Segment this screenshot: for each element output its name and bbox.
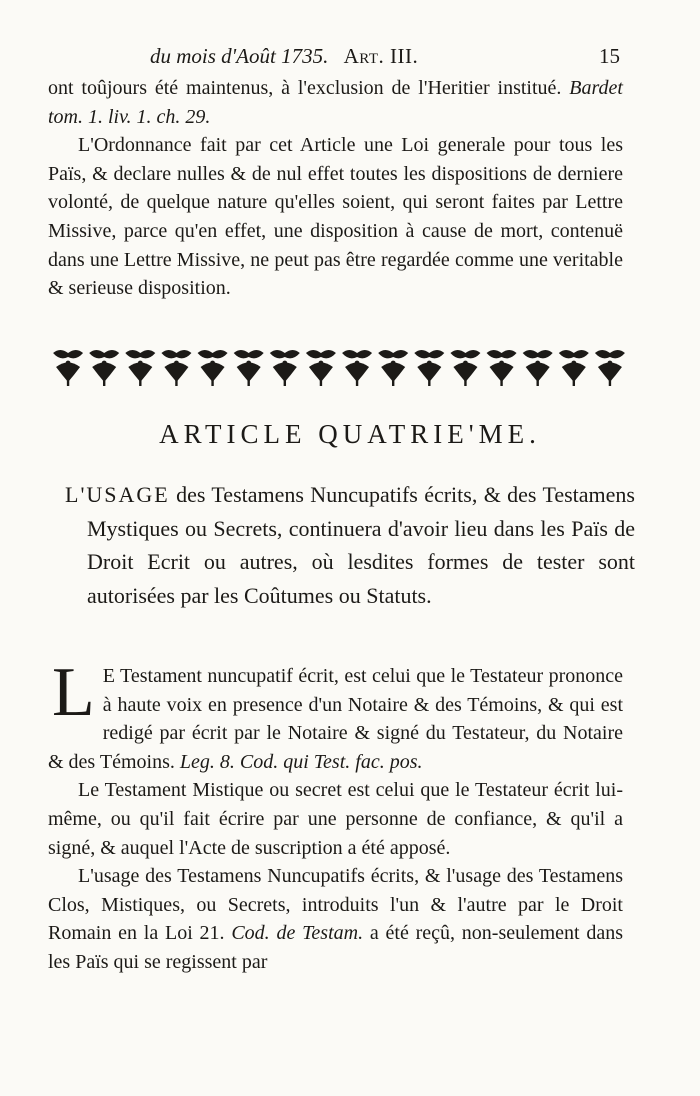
continuation-text: ont toûjours été maintenus, à l'exclusion de l'Heritier institué. (48, 77, 562, 99)
citation-bardet: Bardet tom. 1. liv. 1. ch. 29. (48, 77, 623, 128)
fleuron-ornament (270, 350, 300, 386)
commentary (48, 654, 623, 977)
fleuron-ornament (198, 350, 228, 386)
fleuron-ornament (378, 350, 408, 386)
drop-cap: L (52, 654, 95, 731)
fleuron-ornament (559, 350, 589, 386)
top-text (48, 74, 623, 303)
citation-leg8: Leg. 8. Cod. qui Test. fac. pos. (179, 750, 423, 773)
commentary-text-3b: a été reçû, non-seulement dans les Païs qui se regissent par (48, 922, 623, 973)
statute-lead: L'USAGE (65, 482, 170, 507)
fleuron-ornament (125, 350, 155, 386)
running-head (150, 44, 630, 69)
running-head-article: Art. III. (343, 44, 419, 68)
running-head-title: du mois d'Août 1735. (150, 44, 329, 68)
citation-cod-testam: Cod. de Testam. (231, 922, 364, 945)
fleuron-ornament (234, 350, 264, 386)
fleuron-ornament (487, 350, 517, 386)
commentary-paragraph-2: Le Testament Mistique ou secret est celui que le Testateur écrit lui-même, ou qu'il fait écrire par une personne de confiance, & qu'il a signé, & auquel l'Acte de suscription a été apposé. (48, 779, 623, 859)
commentary-text-3a: L'usage des Testamens Nuncupatifs écrits, & l'usage des Testamens Clos, Mistiques, ou Secrets, introduits l'un & l'autre par le Droit Romain en la Loi 21. (48, 865, 623, 945)
statute-text (65, 478, 635, 612)
continuation-paragraph (48, 74, 623, 131)
ordonnance-paragraph: L'Ordonnance fait par cet Article une Loi generale pour tous les Païs, & declare nulles & de nul effet toutes les dispositions de derniere volonté, de quelque nature qu'elles soient, qui seront faites par Lettre Missive, parce qu'en effet, une disposition à cause de mort, contenuë dans une Lettre Missive, ne peut pas être regardée comme une veritable & serieuse disposition. (48, 134, 623, 300)
fleuron-ornament (161, 350, 191, 386)
ornamental-divider (50, 347, 628, 389)
fleuron-ornament (595, 350, 625, 386)
commentary-paragraph-1 (48, 654, 623, 776)
fleuron-ornament (53, 350, 83, 386)
fleuron-ornament (89, 350, 119, 386)
page-number: 15 (599, 44, 620, 68)
commentary-paragraph-3 (48, 862, 623, 976)
commentary-text-1: E Testament nuncupatif écrit, est celui que le Testateur prononce à haute voix en presence d'un Notaire & des Témoins, & qui est redigé par écrit par le Notaire & signé du Testateur, du Notaire & des Témoins. (48, 665, 623, 773)
statute-body: des Testamens Nuncupatifs écrits, & des Testamens Mystiques ou Secrets, continuera d'avoir lieu dans les Païs de Droit Ecrit ou autres, où lesdites formes de tester sont autorisées par les Coûtumes ou Statuts. (87, 482, 635, 608)
fleuron-ornament (414, 350, 444, 386)
article-heading: ARTICLE QUATRIE'ME. (159, 419, 541, 449)
fleuron-ornament (523, 350, 553, 386)
fleuron-ornament (306, 350, 336, 386)
fleuron-ornament (342, 350, 372, 386)
fleuron-ornament (450, 350, 480, 386)
